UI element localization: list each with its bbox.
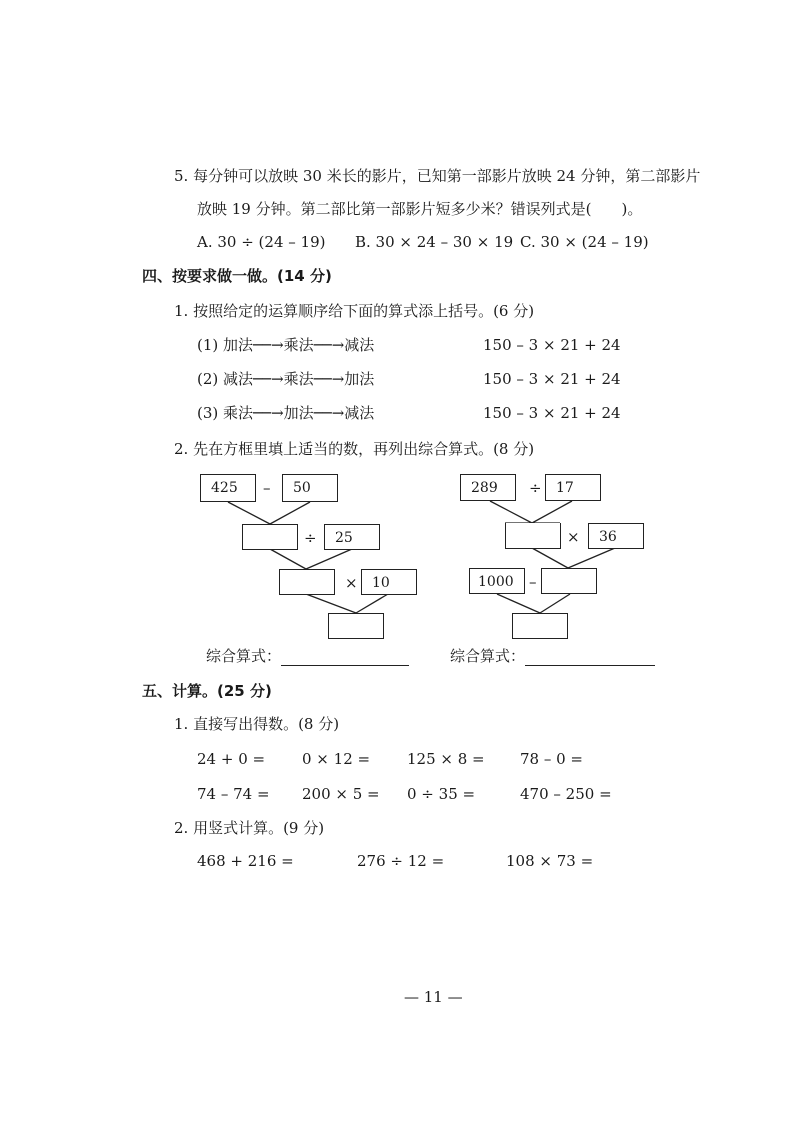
s5-q1-r2-c2: 200 × 5 =: [302, 785, 380, 803]
s4-q2-title: 2. 先在方框里填上适当的数，再列出综合算式。(8 分): [174, 440, 535, 458]
right-box-17: 17: [545, 474, 601, 501]
s5-q1-r1-c3: 125 × 8 =: [407, 750, 485, 768]
s4-q1-order-2: (2) 减法──→乘法──→加法: [197, 370, 375, 388]
left-op-minus: –: [263, 479, 271, 497]
s5-q1-r2-c1: 74 – 74 =: [197, 785, 270, 803]
left-box-425: 425: [200, 474, 256, 502]
left-formula-row: [206, 646, 409, 666]
left-formula-label: 综合算式：: [206, 647, 282, 665]
left-op-divide: ÷: [304, 529, 317, 547]
s4-q1-expr-2: 150 – 3 × 21 + 24: [483, 370, 621, 388]
right-box-289: 289: [460, 474, 516, 501]
left-box-10: 10: [361, 569, 417, 595]
left-blank-box-3[interactable]: [328, 613, 384, 639]
s4-q1-order-1: (1) 加法──→乘法──→减法: [197, 336, 375, 354]
right-blank-box-2[interactable]: [541, 568, 597, 594]
s5-q1-r1-c2: 0 × 12 =: [302, 750, 371, 768]
s5-q1-r2-c3: 0 ÷ 35 =: [407, 785, 476, 803]
right-formula-label: 综合算式：: [450, 647, 526, 665]
left-op-times: ×: [345, 574, 358, 592]
right-op-times: ×: [567, 528, 580, 546]
right-box-1000: 1000: [469, 568, 525, 594]
s5-q2-item-2: 276 ÷ 12 =: [357, 852, 445, 870]
right-op-divide: ÷: [529, 479, 542, 497]
left-box-25: 25: [324, 524, 380, 550]
q5-option-b: B. 30 × 24 – 30 × 19: [355, 233, 514, 251]
s4-q1-title: 1. 按照给定的运算顺序给下面的算式添上括号。(6 分): [174, 302, 535, 320]
right-blank-box-3[interactable]: [512, 613, 568, 639]
q5-option-c: C. 30 × (24 – 19): [520, 233, 649, 251]
s5-q2-item-3: 108 × 73 =: [506, 852, 594, 870]
s4-q1-expr-1: 150 – 3 × 21 + 24: [483, 336, 621, 354]
right-op-minus: –: [529, 573, 537, 591]
q5-line2: 放映 19 分钟。第二部比第一部影片短多少米？错误列式是( )。: [197, 200, 643, 218]
s5-q1-r2-c4: 470 – 250 =: [520, 785, 612, 803]
left-blank-box-1[interactable]: [242, 524, 298, 550]
s5-q1-r1-c1: 24 + 0 =: [197, 750, 266, 768]
section4-heading: 四、按要求做一做。(14 分): [142, 267, 332, 285]
s5-q2-item-1: 468 + 216 =: [197, 852, 294, 870]
section5-heading: 五、计算。(25 分): [142, 682, 272, 700]
right-blank-box-1[interactable]: [505, 523, 561, 549]
right-box-36: 36: [588, 523, 644, 549]
s5-q1-r1-c4: 78 – 0 =: [520, 750, 584, 768]
q5-line1: 5. 每分钟可以放映 30 米长的影片，已知第一部影片放映 24 分钟，第二部影片: [174, 167, 701, 185]
right-formula-blank[interactable]: [525, 649, 655, 666]
left-blank-box-2[interactable]: [279, 569, 335, 595]
left-formula-blank[interactable]: [281, 649, 409, 666]
left-box-50: 50: [282, 474, 338, 502]
s5-q1-title: 1. 直接写出得数。(8 分): [174, 715, 340, 733]
s4-q1-order-3: (3) 乘法──→加法──→减法: [197, 404, 375, 422]
right-formula-row: [450, 646, 655, 666]
q5-option-a: A. 30 ÷ (24 – 19): [197, 233, 326, 251]
s4-q1-expr-3: 150 – 3 × 21 + 24: [483, 404, 621, 422]
page-number: — 11 —: [404, 988, 463, 1006]
s5-q2-title: 2. 用竖式计算。(9 分): [174, 819, 325, 837]
